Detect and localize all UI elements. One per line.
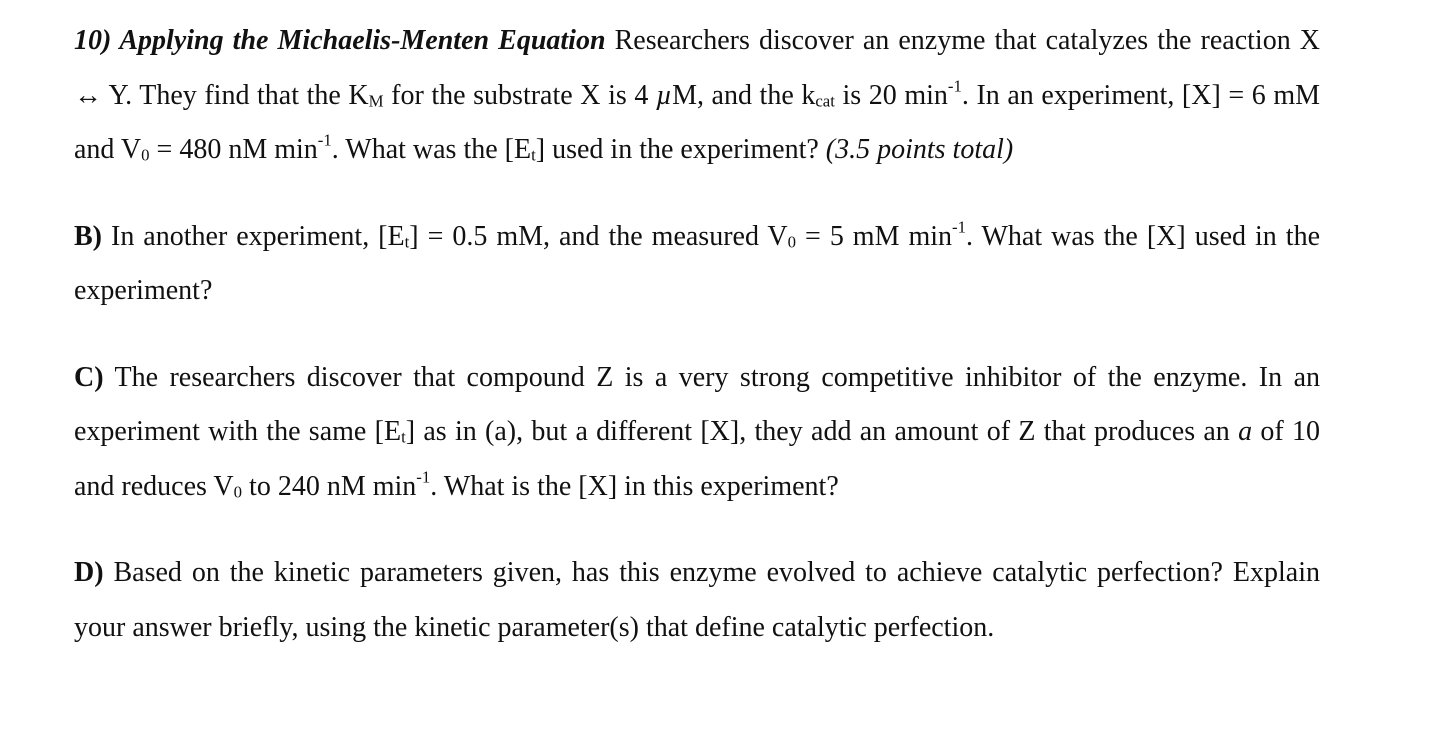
micro-symbol: µ — [655, 79, 673, 111]
question-10-text: Researchers discover an enzyme that catalyzes the reaction X — [605, 25, 1320, 56]
min-superscript: -1 — [952, 216, 967, 236]
question-d-label: D) — [74, 557, 104, 588]
question-10-text: is 20 min — [834, 79, 948, 111]
min-superscript: -1 — [416, 466, 431, 486]
question-10-text: . In an experiment, [X] = 6 mM and V — [74, 79, 1320, 165]
points-note: (3.5 points total) — [825, 134, 1014, 165]
question-b-text: ] = 0.5 mM, and the measured V — [409, 220, 788, 252]
question-10-text: = 480 nM min — [149, 134, 318, 165]
min-superscript: -1 — [317, 130, 332, 150]
question-10-paragraph — [74, 14, 1320, 178]
question-c-text: The researchers discover that compound Z is a very strong competitive inhibitor of the enzyme. In an experiment with the same [E — [74, 361, 1320, 447]
v0-subscript: 0 — [787, 232, 797, 252]
question-b-paragraph — [74, 210, 1320, 319]
question-b-label: B) — [74, 220, 102, 252]
question-b-text: = 5 mM min — [796, 220, 953, 252]
min-superscript: -1 — [947, 75, 962, 95]
v0-subscript: 0 — [233, 482, 243, 502]
question-d-paragraph — [74, 546, 1320, 655]
et-subscript: t — [401, 427, 406, 447]
question-c-paragraph — [74, 351, 1320, 515]
question-c-text: of 10 and reduces V — [74, 416, 1320, 502]
question-10-text: for the substrate X is 4 — [383, 79, 656, 111]
km-subscript: M — [368, 91, 384, 111]
et-subscript: t — [531, 145, 536, 165]
kcat-subscript: cat — [815, 91, 835, 111]
question-b-text: . What was the [X] used in the experiment? — [74, 220, 1321, 306]
question-10-text: ] used in the experiment? — [535, 134, 826, 165]
question-c-label: C) — [74, 361, 104, 393]
question-c-text: to 240 nM min — [242, 470, 417, 502]
question-b-text: In another experiment, [E — [102, 220, 405, 252]
question-10-text: Y. They find that the K — [102, 79, 369, 111]
question-c-text: . What is the [X] in this experiment? — [430, 470, 839, 502]
alpha-symbol: a — [1238, 416, 1253, 447]
v0-subscript: 0 — [141, 145, 150, 165]
question-10-text: M, and the k — [672, 79, 816, 111]
document-page — [74, 14, 1320, 655]
question-10-title: 10) Applying the Michaelis-Menten Equation — [74, 25, 606, 56]
reversible-arrow: ↔ — [74, 79, 102, 111]
question-d-text: Based on the kinetic parameters given, has this enzyme evolved to achieve catalytic perfection? Explain your answer briefly, using the kinetic parameter(s) that define catalytic perfection. — [74, 557, 1320, 643]
question-10-text: . What was the [E — [331, 134, 532, 165]
et-subscript: t — [404, 232, 410, 252]
question-c-text: ] as in (a), but a different [X], they add an amount of Z that produces an — [405, 416, 1239, 447]
